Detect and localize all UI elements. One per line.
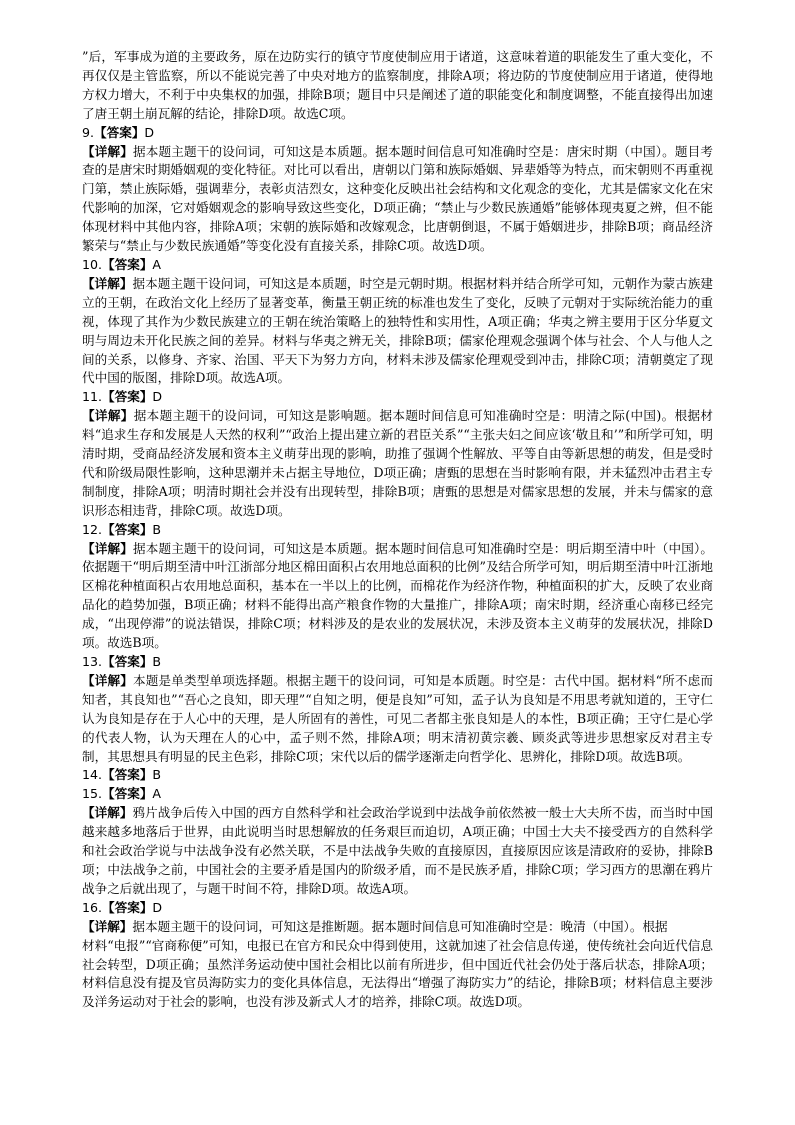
answer-tag: 【答案】: [102, 654, 153, 669]
explanation-tag: 【详解】: [82, 672, 133, 688]
answer-line: [82, 785, 713, 804]
paragraph-text: 鸦片战争后传入中国的西方自然科学和社会政治学说到中法战争前依然被一般士大夫所不齿，而当时中国越来越多地落后于世界，由此说明当时思想解放的任务艰巨而迫切，A项正确；中国士大夫不接受西方的自然科学和社会政治学说与中法战争没有必然关联，不是中法战争失败的直接原因，直接原因应该是清政府的妥协，排除B项；中法战争之前，中国社会的主要矛盾是国内的阶级矛盾，而不是民族矛盾，排除C项；学习西方的思潮在鸦片战争之后就出现了，与题干时间不符，排除D项。故选A项。: [82, 805, 714, 896]
paragraph-text: ”后，军事成为道的主要政务，原在边防实行的镇守节度使制应用于诸道，这意味着道的职能发生了重大变化，不再仅仅是主管监察，所以不能说完善了中央对地方的监察制度，排除A项；将边防的节度使制应用于诸道，使得地方权力增大，不利于中央集权的加强，排除B项；题目中只是阐述了道的职能变化和制度调整，不能直接得出加速了唐王朝土崩瓦解的结论，排除D项。故选C项。: [82, 49, 713, 121]
explanation-paragraph: [82, 143, 713, 256]
question-number: 12.: [82, 521, 103, 537]
paragraph-text: 据本题主题干的设问词，可知这是影响题。据本题时间信息可知准确时空是：明清之际(中国)。根据材料“追求生存和发展是人天然的权利”“政治上提出建立新的君臣关系”“主张夫妇之间应该‘敬且和’”和所学可知，明清时期，受商品经济发展和资本主义萌芽出现的影响，助推了强调个性解放、平等自由等新思想的萌发，但是受时代和阶级局限性影响，这种思潮并未占据主导地位，D项正确；唐甄的思想在当时影响有限，并未猛烈冲击君主专制制度，排除A项；明清时期社会并没有出现转型，排除B项；唐甄的思想是对儒家思想的发展，并未与儒家的意识形态相违背，排除C项。故选D项。: [82, 408, 714, 518]
question-number: 16.: [82, 899, 103, 915]
paragraph-text: 据本题主题干设问词，可知这是本质题，时空是元朝时期。根据材料并结合所学可知，元朝作为蒙古族建立的王朝，在政治文化上经历了显著变革，衡量王朝正统的标准也发生了变化，反映了元朝对于实际统治能力的重视，体现了其作为少数民族建立的王朝在统治策略上的独特性和实用性，A项正确；华夷之辨主要用于区分华夏文明与周边未开化民族之间的差异。材料与华夷之辨无关，排除B项；儒家伦理观念强调个体与社会、个人与他人之间的关系，以修身、齐家、治国、平天下为努力方向，材料未涉及儒家伦理观受到冲击，排除C项；清朝奠定了现代中国的版图，排除D项。故选A项。: [82, 275, 714, 386]
explanation-paragraph: [82, 672, 713, 767]
explanation-tag: 【详解】: [82, 408, 134, 424]
answer-line: [82, 766, 713, 785]
answer-line: [82, 521, 713, 540]
explanation-paragraph: [82, 918, 713, 937]
answer-tag: 【答案】: [102, 767, 153, 783]
explanation-paragraph: [82, 937, 713, 1013]
explanation-paragraph: [82, 48, 713, 124]
explanation-tag: 【详解】: [82, 143, 133, 159]
answer-line: [82, 124, 713, 143]
answer-letter: D: [152, 899, 163, 915]
explanation-paragraph: [82, 407, 713, 520]
answer-line: [82, 256, 713, 275]
answer-letter: B: [152, 767, 162, 783]
question-number: 14.: [82, 767, 103, 783]
answer-tag: 【答案】: [102, 786, 153, 802]
explanation-paragraph: [82, 275, 713, 388]
explanation-paragraph: [82, 804, 713, 899]
answer-tag: 【答案】: [102, 256, 153, 272]
explanation-paragraph: [82, 540, 713, 653]
answer-tag: 【答案】: [94, 124, 145, 140]
question-number: 15.: [82, 786, 103, 802]
paragraph-text: 据本题主题干的设问词，可知这是本质题。据本题时间信息可知准确时空是：唐宋时期（中国）。题目考查的是唐宋时期婚姻观的变化特征。对比可以看出，唐朝以门第和族际婚姻、异辈婚等为特点，而宋朝则不再重视门第，禁止族际婚，强调辈分，表彰贞洁烈女，这种变化反映出社会结构和文化观念的变化，尤其是儒家文化在宋代影响的加深，它对婚姻观念的影响导致这些变化，D项正确；“禁止与少数民族通婚”能够体现夷夏之辨，但不能体现材料中其他内容，排除A项；宋朝的族际婚和改嫁观念，比唐朝倒退，不属于婚姻进步，排除B项；商品经济繁荣与“禁止与少数民族通婚”等变化没有直接关系，排除C项。故选D项。: [82, 143, 714, 254]
explanation-tag: 【详解】: [82, 805, 133, 821]
question-number: 13.: [82, 654, 103, 669]
answer-tag: 【答案】: [102, 899, 153, 915]
question-number: 9.: [82, 124, 95, 140]
answer-line: [82, 388, 713, 407]
question-number: 10.: [82, 256, 103, 272]
paragraph-text: 材料“电报”“官商称便”可知，电报已在官方和民众中得到使用，这就加速了社会信息传递，使传统社会向近代信息社会转型，D项正确；虽然洋务运动使中国社会相比以前有所进步，但中国近代社会仍处于落后状态，排除A项；材料信息没有提及官员海防实力的变化具体信息，无法得出“增强了海防实力”的结论，排除B项；材料信息主要涉及洋务运动对于社会的影响，也没有涉及新式人才的培养，排除C项。故选D项。: [82, 937, 713, 1010]
answer-tag: 【答案】: [102, 389, 153, 405]
explanation-tag: 【详解】: [82, 918, 133, 934]
question-number: 11.: [82, 389, 103, 405]
paragraph-text: 据本题主题干的设问词，可知这是本质题。据本题时间信息可知准确时空是：明后期至清中叶（中国）。依据题干“明后期至清中叶江浙部分地区棉田面积占农用地总面积的比例”及结合所学可知，明后期至清中叶江浙地区棉花种植面积占农用地总面积，基本在一半以上的比例，而棉花作为经济作物，种植面积的扩大，反映了农业商品化的趋势加强，B项正确；材料不能得出高产粮食作物的大量推广，排除A项；南宋时期，经济重心南移已经完成，“出现停滞”的说法错误，排除C项；材料涉及的是农业的发展状况，未涉及资本主义萌芽的发展状况，排除D项。故选B项。: [82, 540, 714, 651]
paragraph-text: 据本题主题干的设问词，可知这是推断题。据本题时间信息可知准确时空是：晚清（中国）。根据: [132, 918, 668, 934]
answer-letter: A: [152, 256, 162, 272]
paragraph-text: 本题是单类型单项选择题。根据主题干的设问词，可知是本质题。时空是：古代中国。据材料“所不虑而知者，其良知也”“吾心之良知，即天理”“自知之明，便是良知”可知，孟子认为良知是不用思考就知道的，王守仁认为良知是存在于人心中的天理，是人所固有的善性，可见二者都主张良知是人的本性，B项正确；王守仁是心学的代表人物，认为天理在人的心中，孟子则不然，排除A项；明末清初黄宗羲、顾炎武等进步思想家反对君主专制，其思想具有明显的民主色彩，排除C项；宋代以后的儒学逐渐走向哲学化、思辨化，排除D项。故选B项。: [82, 672, 713, 764]
answer-letter: B: [152, 521, 162, 537]
answer-line: [82, 653, 713, 672]
answer-tag: 【答案】: [102, 521, 153, 537]
explanation-tag: 【详解】: [82, 540, 133, 556]
answer-line: [82, 899, 713, 918]
answer-letter: A: [152, 786, 162, 802]
explanation-tag: 【详解】: [82, 275, 133, 291]
answer-letter: D: [152, 389, 163, 405]
answer-letter: B: [152, 654, 162, 669]
answer-letter: D: [144, 124, 155, 140]
